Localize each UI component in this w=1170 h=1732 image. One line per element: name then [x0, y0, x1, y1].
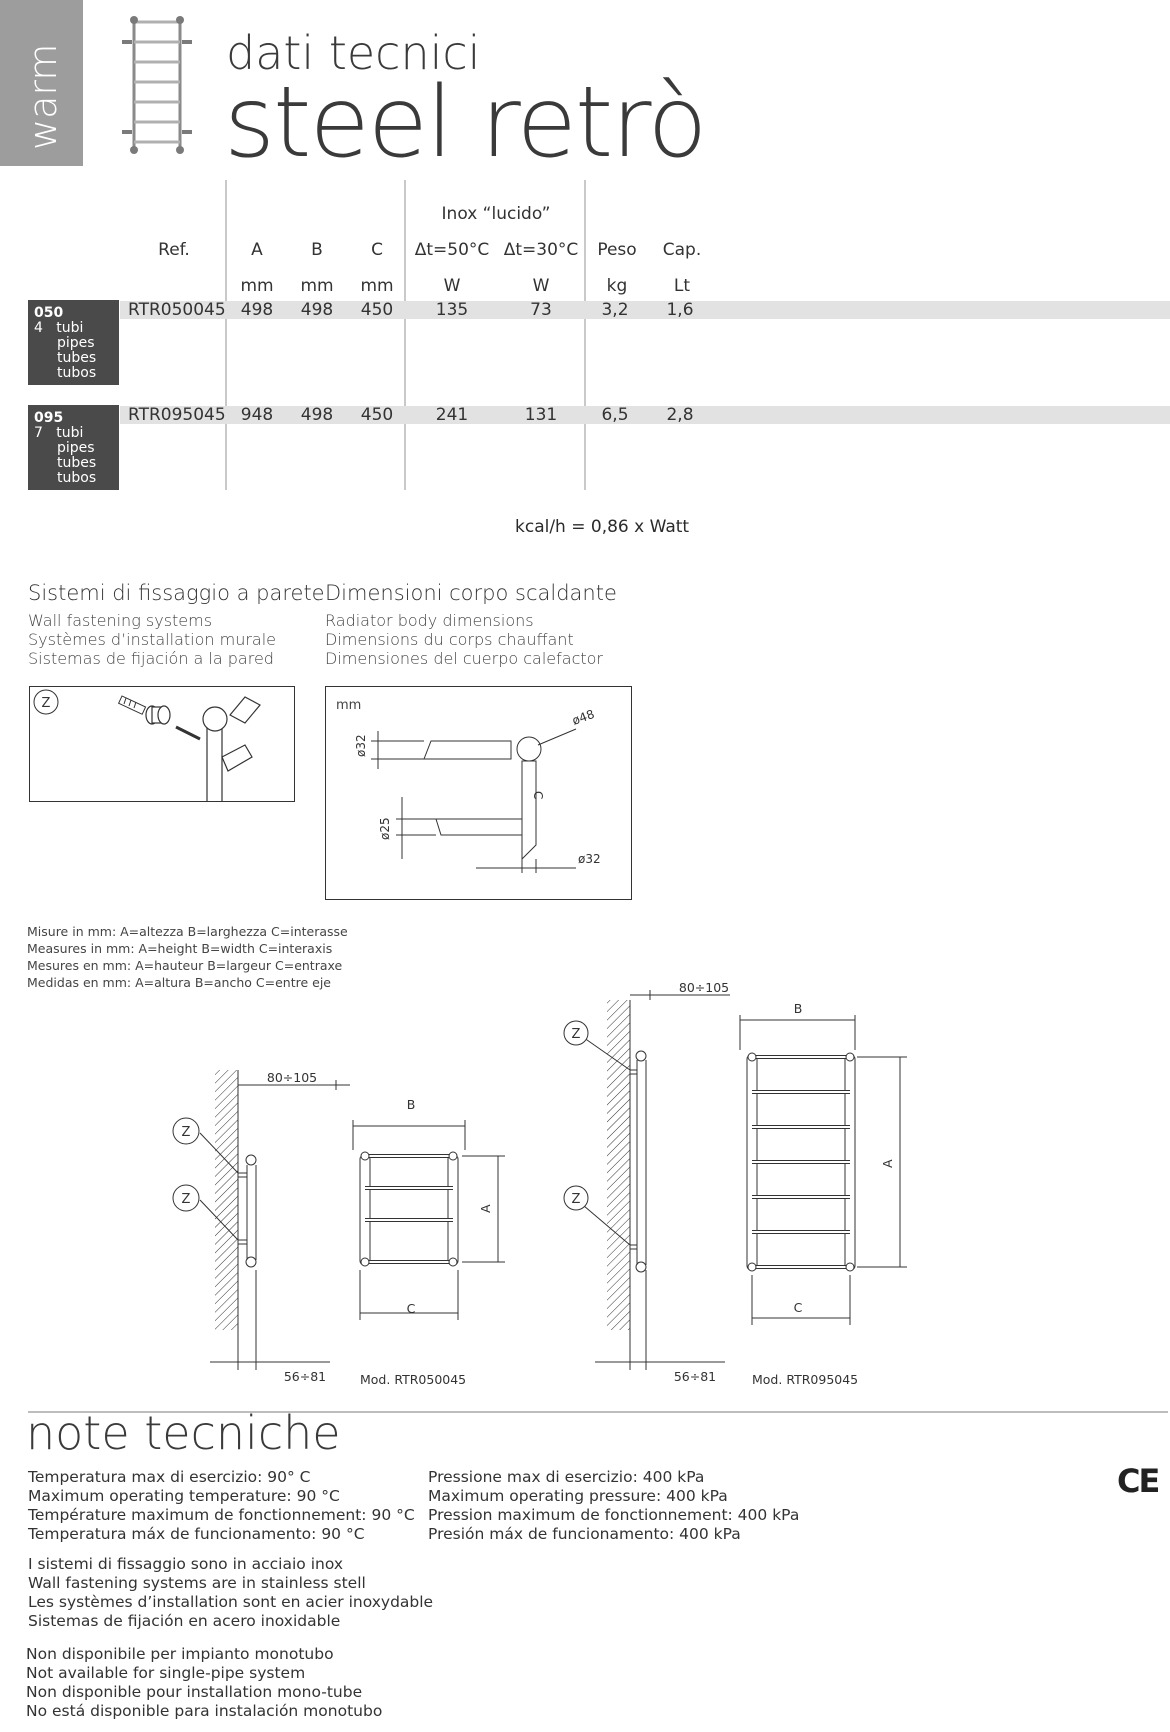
unit-header: mm: [300, 276, 334, 296]
page-title: steel retrò: [224, 66, 706, 180]
unit-header: kg: [606, 276, 628, 296]
table-cell: 450: [360, 300, 394, 320]
note-fastening: I sistemi di fissaggio sono in acciaio inox: [28, 1555, 344, 1573]
body-dimensions-diagram: [325, 686, 632, 900]
note-pressure: Pressione max di esercizio: 400 kPa: [428, 1468, 705, 1486]
table-cell: 6,5: [601, 405, 629, 425]
model-caption: Mod. RTR095045: [752, 1372, 859, 1387]
table-divider: [404, 180, 406, 490]
note-fastening: Sistemas de fijación en acero inoxidable: [28, 1612, 341, 1630]
unit-label: mm: [336, 698, 362, 713]
note-temp: Maximum operating temperature: 90 °C: [28, 1487, 340, 1505]
body-dimensions-line: Radiator body dimensions: [325, 611, 534, 630]
z-label: Z: [41, 696, 51, 711]
note-monotube: Not available for single-pipe system: [26, 1664, 306, 1682]
pin-icon: [176, 727, 200, 739]
pipe-label-it: tubi: [56, 320, 84, 336]
z-label: Z: [571, 1192, 581, 1207]
wall-hatch: [215, 1070, 238, 1330]
table-divider: [584, 180, 586, 490]
unit-header: mm: [360, 276, 394, 296]
fastening-title: Sistemi di fissaggio a parete: [28, 581, 325, 605]
table-cell: 498: [300, 405, 334, 425]
group-header: Inox “lucido”: [441, 204, 551, 224]
fastening-diagram: [29, 686, 295, 802]
measures-line: Measures in mm: A=height B=width C=interaxis: [27, 941, 333, 956]
unit-header: mm: [240, 276, 274, 296]
pipe-label-it: tubi: [56, 425, 84, 441]
column-header: Cap.: [662, 240, 702, 260]
side-tab-label: warm: [21, 43, 65, 150]
note-monotube: Non disponible pour installation mono-tube: [26, 1683, 363, 1701]
table-cell: 450: [360, 405, 394, 425]
dim-c: C: [406, 1301, 416, 1316]
table-divider: [225, 180, 227, 490]
table-cell: 131: [524, 405, 558, 425]
measures-line: Medidas en mm: A=altura B=ancho C=entre eje: [27, 975, 331, 990]
fastening-line: Wall fastening systems: [28, 611, 213, 630]
dim-a: A: [880, 1159, 895, 1168]
column-header: Ref.: [158, 240, 190, 260]
lower-tube: [436, 819, 522, 835]
z-label: Z: [571, 1027, 581, 1042]
table-row-band: [120, 301, 1170, 319]
pipe-label-fr: tubes: [57, 455, 97, 471]
upper-tube: [424, 741, 511, 759]
note-monotube: Non disponibile per impianto monotubo: [26, 1645, 334, 1663]
conversion-note: kcal/h = 0,86 x Watt: [515, 517, 690, 537]
dim-wall-bottom: 56÷81: [283, 1369, 327, 1384]
column-header: C: [371, 240, 383, 260]
drawing-rtr050045: [160, 1070, 540, 1400]
ce-mark-logo: CE: [1117, 1462, 1159, 1500]
dim-d25: ø25: [378, 817, 392, 840]
body-dimensions-title: Dimensioni corpo scaldante: [325, 581, 617, 605]
vertical-tube: [522, 761, 536, 859]
dim-b: B: [793, 1001, 803, 1016]
table-cell: 3,2: [601, 300, 629, 320]
model-caption: Mod. RTR050045: [360, 1372, 467, 1387]
dim-d48: ø48: [570, 706, 597, 728]
dim-wall-bottom: 56÷81: [673, 1369, 717, 1384]
pipe-count: 7: [34, 425, 43, 441]
dim-c: C: [531, 791, 545, 800]
table-cell: 498: [240, 300, 274, 320]
table-cell: 241: [435, 405, 469, 425]
table-row-band: [120, 406, 1170, 424]
pipe-label-en: pipes: [57, 335, 95, 351]
pipe-label-fr: tubes: [57, 350, 97, 366]
measures-line: Misure in mm: A=altezza B=larghezza C=interasse: [27, 924, 348, 939]
model-code: 050: [34, 305, 64, 321]
top-joint: [517, 737, 541, 761]
note-fastening: Les systèmes d’installation sont en acier inoxydable: [28, 1593, 434, 1611]
drawing-rtr095045: [555, 970, 955, 1400]
fastening-line: Sistemas de fijación a la pared: [28, 649, 274, 668]
note-monotube: No está disponible para instalación monotubo: [26, 1702, 383, 1720]
unit-header: W: [532, 276, 550, 296]
joint-icon: [203, 697, 260, 801]
table-cell-ref: RTR095045: [128, 405, 226, 425]
bracket-icon: [146, 706, 170, 724]
z-label: Z: [181, 1192, 191, 1207]
note-pressure: Maximum operating pressure: 400 kPa: [428, 1487, 728, 1505]
column-header: Δt=30°C: [503, 240, 579, 260]
dim-wall-top: 80÷105: [678, 980, 730, 995]
page-subtitle: dati tecnici: [226, 26, 481, 80]
body-dimensions-line: Dimensiones del cuerpo calefactor: [325, 649, 603, 668]
table-cell-ref: RTR050045: [128, 300, 226, 320]
z-label: Z: [181, 1125, 191, 1140]
unit-header: W: [443, 276, 461, 296]
dim-d32-bottom: ø32: [578, 852, 601, 866]
note-fastening: Wall fastening systems are in stainless stell: [28, 1574, 366, 1592]
dim-b: B: [406, 1097, 416, 1112]
pipe-label-en: pipes: [57, 440, 95, 456]
dim-d32-top: ø32: [354, 734, 368, 757]
model-label-095: [28, 405, 119, 490]
unit-header: Lt: [673, 276, 691, 296]
fastening-line: Systèmes d’installation murale: [28, 630, 276, 649]
note-pressure: Pression maximum de fonctionnement: 400 kPa: [428, 1506, 800, 1524]
pipe-label-es: tubos: [57, 365, 97, 381]
note-pressure: Presión máx de funcionamento: 400 kPa: [428, 1525, 741, 1543]
column-header: B: [311, 240, 323, 260]
dim-a: A: [478, 1204, 493, 1213]
table-cell: 498: [300, 300, 334, 320]
side-tab: [0, 0, 83, 166]
note-temp: Température maximum de fonctionnement: 90 °C: [28, 1506, 415, 1524]
model-code: 095: [34, 410, 64, 426]
pipe-count: 4: [34, 320, 43, 336]
dim-wall-top: 80÷105: [266, 1070, 318, 1085]
pipe-label-es: tubos: [57, 470, 97, 486]
model-label-050: [28, 300, 119, 385]
table-cell: 2,8: [666, 405, 694, 425]
column-header: Δt=50°C: [414, 240, 490, 260]
table-cell: 135: [435, 300, 469, 320]
table-cell: 73: [530, 300, 552, 320]
note-temp: Temperatura max di esercizio: 90° C: [28, 1468, 311, 1486]
measures-line: Mesures en mm: A=hauteur B=largeur C=entraxe: [27, 958, 343, 973]
table-cell: 948: [240, 405, 274, 425]
front-view-rungs: [748, 1053, 854, 1271]
column-header: Peso: [597, 240, 637, 260]
note-temp: Temperatura máx de funcionamento: 90 °C: [28, 1525, 365, 1543]
column-header: A: [251, 240, 263, 260]
notes-title: note tecniche: [26, 1406, 341, 1460]
wall-hatch: [607, 1000, 630, 1330]
dim-c: C: [793, 1300, 803, 1315]
product-thumbnail: [118, 10, 198, 160]
body-dimensions-line: Dimensions du corps chauffant: [325, 630, 574, 649]
table-cell: 1,6: [666, 300, 694, 320]
